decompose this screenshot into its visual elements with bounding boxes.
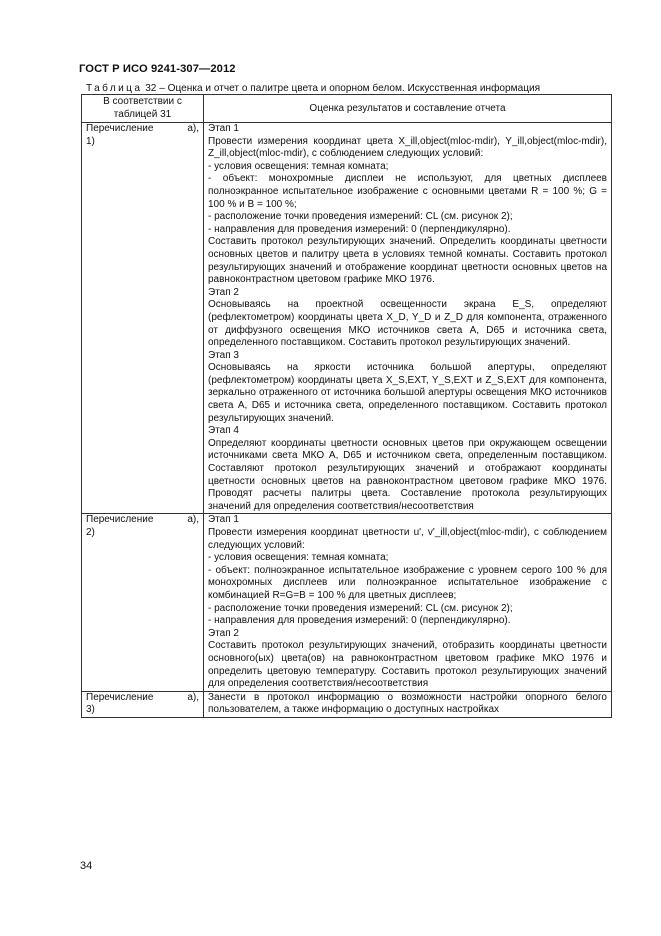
document-header: ГОСТ Р ИСО 9241-307—2012 xyxy=(79,63,236,75)
text-line: - объект: монохромные дисплеи не используют, для цветных дисплеев полноэкранное испытательное изображение с основными цветами R = 100 %; G = 100 % и B = 100 %; xyxy=(208,173,607,210)
reference-cell xyxy=(82,514,204,691)
reference-cell xyxy=(82,123,204,514)
page-number: 34 xyxy=(80,860,93,872)
stage-label: Этап 2 xyxy=(208,286,239,298)
table-row xyxy=(82,123,612,514)
text-line: - условия освещения: темная комната; xyxy=(208,160,389,172)
text-line: - условия освещения: темная комната; xyxy=(208,552,389,564)
caption-text: 32 – Оценка и отчет о палитре цвета и опорном белом. Искусственная информация xyxy=(142,83,541,94)
stage-label: Этап 1 xyxy=(208,123,239,134)
evaluation-table xyxy=(81,94,612,718)
evaluation-cell xyxy=(204,514,612,691)
text-line: - расположение точки проведения измерений: CL (см. рисунок 2); xyxy=(208,211,513,223)
ref-letter: а), xyxy=(187,514,199,526)
ref-number: 1) xyxy=(86,135,95,147)
text-line: Основываясь на яркости источника большой апертуры, определяют (рефлектометром) координаты цвета X_S,EXT, Y_S,EXT и Z_S,EXT для компонента, зеркально отраженного от источника большой апертуры освещения МКО источников света A, D65 и источника света, определенного поставщиком. Составить протокол результирующих значений. xyxy=(208,362,607,424)
stage-label: Этап 2 xyxy=(208,627,239,639)
stage-label: Этап 4 xyxy=(208,425,239,437)
column-header-reference: В соответствии с таблицей 31 xyxy=(82,95,204,123)
ref-number: 2) xyxy=(86,527,95,538)
reference-cell xyxy=(82,691,204,717)
text-line: Составить протокол результирующих значений. Определить координаты цветности основных цветов и палитру цвета в условиях темной комнаты. Составить протокол результирующих значений и отображение координат цветности основных цветов на равноконтрастном цветовом графике МКО 1976. xyxy=(208,236,607,286)
ref-number: 3) xyxy=(86,704,95,716)
text-line: Определяют координаты цветности основных цветов при окружающем освещении источниками света МКО A, D65 и источником света, определенным поставщиком. Составляют протокол результирующих значений и отображают координаты цветности основных цветов на равноконтрастном цветовом графике МКО 1976. Проводят расчеты палитры цвета. Составление протокола результирующих значений для определения соответствия/несоответствия xyxy=(208,437,607,512)
text-line: Провести измерения координат цвета X_ill,object(mloc-mdir), Y_ill,object(mloc-mdir), Z_ill,object(mloc-mdir), с соблюдением следующих условий: xyxy=(208,135,607,160)
table-caption xyxy=(86,83,540,94)
ref-word: Перечисление xyxy=(86,123,154,134)
stage-label: Этап 3 xyxy=(208,349,239,361)
evaluation-cell xyxy=(204,691,612,717)
ref-letter: а), xyxy=(187,691,199,703)
text-line: Основываясь на проектной освещенности экрана E_S, определяют (рефлектометром) координаты цвета X_D, Y_D и Z_D для компонента, отраженного от диффузного освещения МКО источников света A, D65 и источника света, определенного поставщиком. Составить протокол результирующих значений. xyxy=(208,299,607,349)
text-line: Занести в протокол информацию о возможности настройки опорного белого пользователем, а также информацию о доступных настройках xyxy=(208,691,607,716)
evaluation-cell xyxy=(204,123,612,514)
table-row xyxy=(82,514,612,691)
stage-label: Этап 1 xyxy=(208,514,239,526)
caption-label: Таблица xyxy=(86,83,143,94)
column-header-evaluation: Оценка результатов и составление отчета xyxy=(204,95,612,123)
text-line: Провести измерения координат цветности u', v'_ill,object(mloc-mdir), с соблюдением следующих условий: xyxy=(208,527,607,551)
text-line: - направления для проведения измерений: 0 (перпендикулярно). xyxy=(208,223,511,235)
ref-letter: а), xyxy=(187,123,199,134)
text-line: - объект: полноэкранное испытательное изображение с уровнем серого 100 % для монохромных дисплеев или полноэкранное испытательное изображение с комбинацией R=G=B = 100 % для цветных дисплеев; xyxy=(208,564,607,601)
ref-word: Перечисление xyxy=(86,691,154,703)
table-header-row xyxy=(82,95,612,123)
table-row xyxy=(82,691,612,717)
text-line: Составить протокол результирующих значений, отобразить координаты цветности основного(ых) цвета(ов) на равноконтрастном цветовом графике МКО 1976 и определить цветовую температуру. Составить протокол результирующих значений для определения соответствия/несоответствия xyxy=(208,640,607,690)
text-line: - направления для проведения измерений: 0 (перпендикулярно). xyxy=(208,615,511,627)
ref-word: Перечисление xyxy=(86,514,154,526)
text-line: - расположение точки проведения измерений: CL (см. рисунок 2); xyxy=(208,602,513,614)
